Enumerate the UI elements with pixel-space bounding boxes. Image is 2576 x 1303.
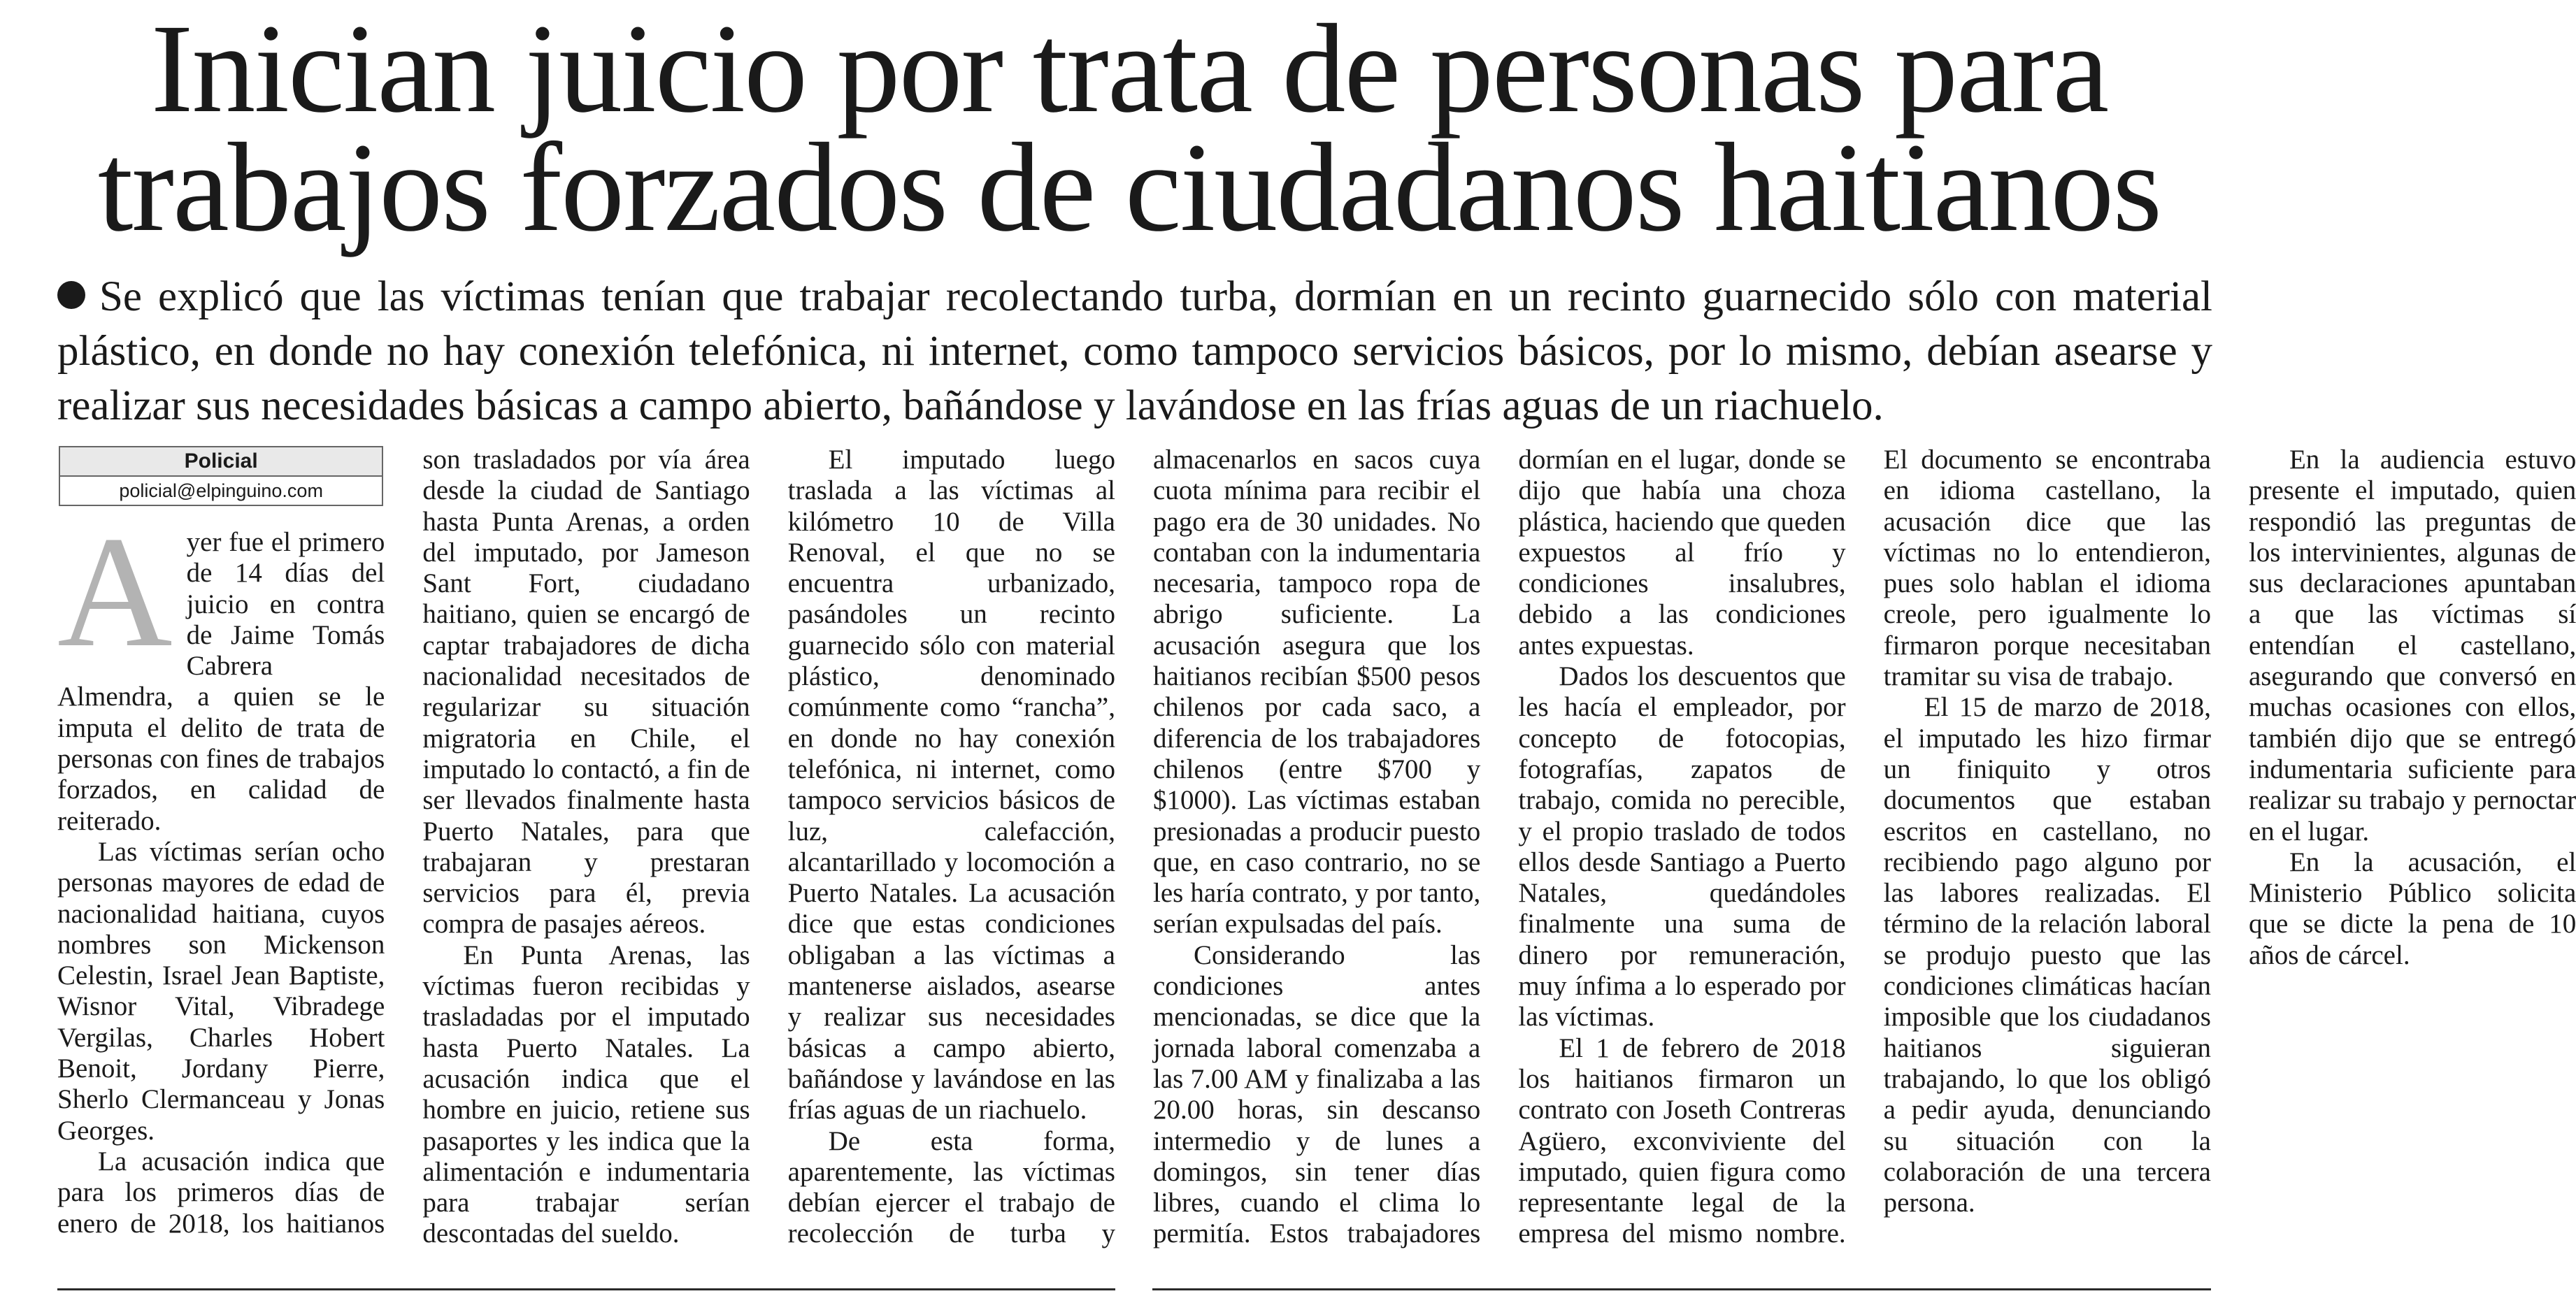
paragraph: Las víctimas serían ocho personas mayores de edad de nacionalidad haitiana, cuyos nombres son Mickenson Celestin, Israel Jean Baptiste, Wisnor Vital, Vibradege Vergilas, Charles Hobert Benoit, Jordany Pierre, Sherlo Clermanceau y Jonas Georges. [57, 836, 385, 1146]
bullet-icon [57, 281, 85, 309]
paragraph: En Punta Arenas, las víctimas fueron recibidas y trasladadas por el imputado hasta Puerto Natales. La acusación indica que el hombre en juicio, retiene sus pasaportes y les indica que la alimentación e indumentaria para trabajar serían descontadas del sueldo. [422, 940, 750, 1249]
paragraph: En la audiencia estuvo presente el imputado, quien respondió las preguntas de los intervinientes, algunas de sus declaraciones apuntaban a que las víctimas sí entendían el castellano, asegurando que conversó en muchas ocasiones con ellos, también dijo que se entregó indumentaria suficiente para realizar su trabajo y pernoctar en el lugar. [2248, 445, 2576, 847]
article-body [57, 445, 2576, 1269]
byline-box [59, 446, 383, 506]
bottom-rule-right [1152, 1288, 2211, 1290]
paragraph-lead [57, 504, 385, 837]
paragraph: En la acusación, el Ministerio Público solicita que se dicte la pena de 10 años de cárcel. [2248, 847, 2576, 970]
summary-text: Se explicó que las víctimas tenían que trabajar recolectando turba, dormían en un recinto guarnecido sólo con material plástico, en donde no hay conexión telefónica, ni internet, como tampoco servicios básicos, por lo mismo, debían asearse y realizar sus necesidades básicas a campo abierto, bañándose y lavándose en las frías aguas de un riachuelo. [57, 273, 2212, 429]
paragraph: Dados los descuentos que les hacía el empleador, por concepto de fotocopias, fotografías, zapatos de trabajo, comida no perecible, y el propio traslado de todos ellos desde Santiago a Puerto Natales, quedándoles finalmente una suma de dinero por remuneración, muy ínfima a lo esperado por las víctimas. [1518, 661, 1846, 1032]
paragraph: El 1 de febrero de 2018 los haitianos firmaron un contrato con Joseth Contreras Agüero, exconviviente del imputado, quien figura como representante legal de la empresa del mismo nombre. El documento se encontraba en idioma castellano, la acusación dice que las víctimas no lo entendieron, pues solo hablan el idioma creole, pero igualmente lo firmaron porque necesitaban tramitar su visa de trabajo. [1518, 445, 2211, 1249]
author-email: policial@elpinguino.com [119, 480, 323, 501]
paragraph: El 15 de marzo de 2018, el imputado les hizo firmar un finiquito y otros documentos que estaban escritos en castellano, no recibiendo pago alguno por las labores realizadas. El término de la relación laboral se produjo puesto que las condiciones climáticas hacían imposible que los ciudadanos haitianos siguieran trabajando, lo que los obligó a pedir ayuda, denunciando su situación con la colaboración de una tercera persona. [1883, 692, 2211, 1218]
section-label: Policial [60, 447, 382, 477]
paragraph: El imputado luego traslada a las víctimas al kilómetro 10 de Villa Renoval, el que no se encuentra urbanizado, pasándoles un recinto guarnecido sólo con material plástico, denominado comúnmente como “rancha”, en donde no hay conexión telefónica, ni internet, como tampoco servicios básicos de luz, calefacción, alcantarillado y locomoción a Puerto Natales. La acusación dice que estas condiciones obligaban a las víctimas a mantenerse aislados, asearse y realizar sus necesidades básicas a campo abierto, bañándose y lavándose en las frías aguas de un riachuelo. [787, 445, 1115, 1125]
paragraph: De esta forma, aparentemente, las víctimas debían ejercer el trabajo de recolección de turba y almacenarlos en sacos cuya cuota mínima para recibir el pago era de 30 unidades. No contaban con la indumentaria necesaria, tampoco ropa de abrigo suficiente. La acusación asegura que los haitianos recibían $500 pesos chilenos por cada saco, a diferencia de los trabajadores chilenos (entre $700 y $1000). Las víctimas estaban presionadas a producir puesto que, en caso contrario, no se les haría contrato, y por tanto, serían expulsadas del país. [787, 445, 1481, 1249]
headline [56, 0, 2203, 258]
paragraph-lead-text: yer fue el primero de 14 días del juicio en contra de Jaime Tomás Cabrera Almendra, a quien se le imputa el delito de trata de personas con fines de trabajos forzados, en calidad de reiterado. [57, 527, 385, 836]
bottom-rule-left [57, 1288, 1115, 1290]
headline-line-2: trabajos forzados de ciudadanos haitianos [97, 117, 2161, 258]
drop-cap: A [57, 504, 173, 680]
headline-line-1: Inician juicio por trata de personas para [150, 0, 2108, 139]
summary-deck [57, 270, 2212, 433]
paragraph: Considerando las condiciones antes mencionadas, se dice que la jornada laboral comenzaba a las 7.00 AM y finalizaba a las 20.00 horas, sin descanso intermedio y de lunes a domingos, sin tener días libres, cuando el clima lo permitía. Estos trabajadores dormían en el lugar, donde se dijo que había una choza plástica, haciendo que queden expuestos al frío y condiciones insalubres, debido a las condiciones antes expuestas. [1152, 445, 1846, 1249]
paragraph: La acusación indica que para los primeros días de enero de 2018, los haitianos son trasladados por vía área desde la ciudad de Santiago hasta Punta Arenas, a orden del imputado, por Jameson Sant Fort, ciudadano haitiano, quien se encargó de captar trabajadores de dicha nacionalidad necesitados de regularizar su situación migratoria en Chile, el imputado lo contactó, a fin de ser llevados finalmente hasta Puerto Natales, para que trabajaran y prestaran servicios para él, previa compra de pasajes aéreos. [57, 445, 750, 1239]
